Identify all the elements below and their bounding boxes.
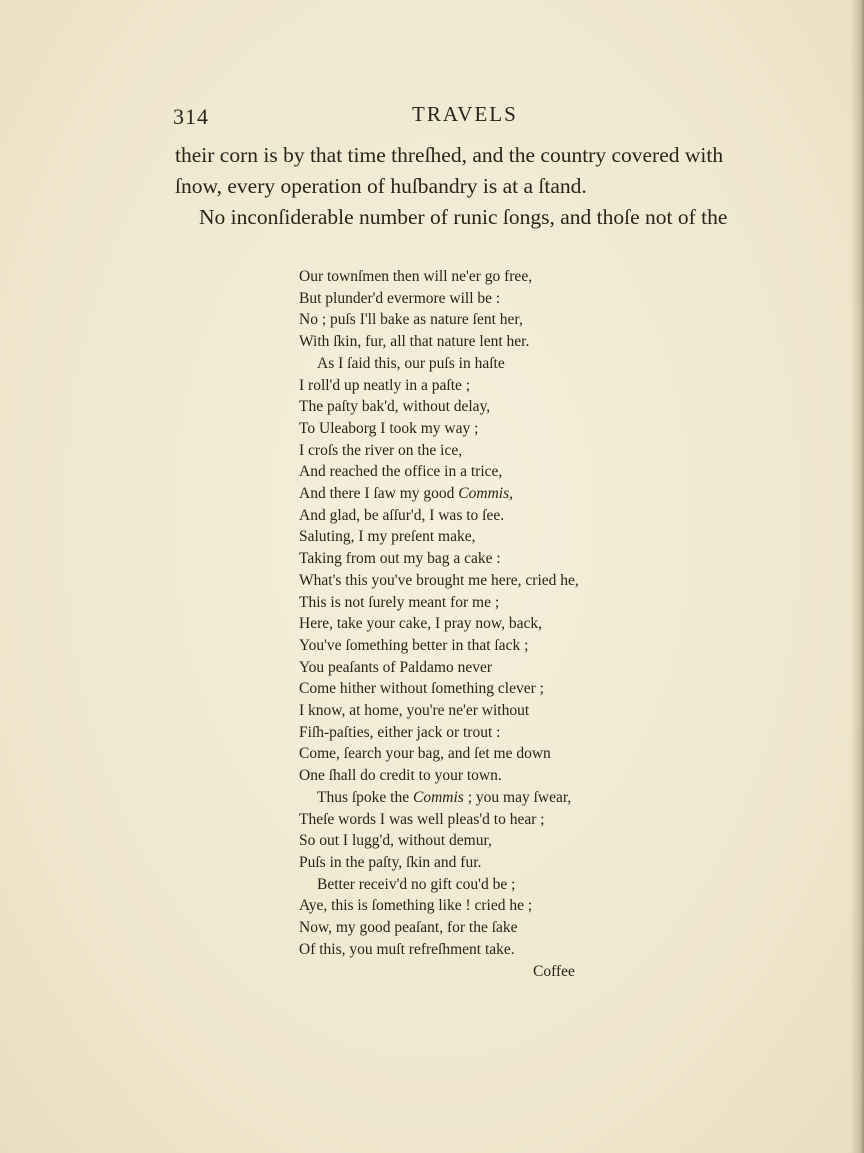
poem-italic-word: Commis, [458, 485, 513, 503]
poem [299, 266, 619, 982]
poem-line: I roll'd up neatly in a paſte ; [299, 376, 471, 394]
poem-line: Saluting, I my preſent make, [299, 528, 476, 546]
poem-line: Now, my good peaſant, for the ſake [299, 919, 518, 937]
poem-line: So out I lugg'd, without demur, [299, 832, 492, 850]
poem-line: You peaſants of Paldamo never [299, 658, 493, 676]
prose-line: ſnow, every operation of huſbandry is at a ſtand. [175, 174, 587, 198]
poem-line: Puſs in the paſty, ſkin and fur. [299, 853, 482, 871]
poem-line: Taking from out my bag a cake : [299, 550, 501, 568]
poem-line: And reached the office in a trice, [299, 463, 503, 481]
poem-line [299, 483, 619, 505]
poem-line-text: ; you may ſwear, [463, 788, 572, 806]
poem-line: Here, take your cake, I pray now, back, [299, 615, 543, 633]
running-head: TRAVELS [412, 102, 518, 126]
poem-line: I croſs the river on the ice, [299, 441, 463, 459]
page-number: 314 [173, 104, 209, 129]
poem-line: This is not ſurely meant for me ; [299, 593, 500, 611]
poem-line: Come hither without ſomething clever ; [299, 680, 544, 698]
poem-line: Fiſh-paſties, either jack or trout : [299, 723, 501, 741]
poem-line: And glad, be aſſur'd, I was to ſee. [299, 506, 505, 524]
poem-line: But plunder'd evermore will be : [299, 289, 501, 307]
poem-line: Better receiv'd no gift cou'd be ; [317, 875, 516, 893]
catchword: Coffee [533, 962, 575, 980]
poem-line: What's this you've brought me here, cried he, [299, 571, 579, 589]
poem-line: Theſe words I was well pleas'd to hear ; [299, 810, 545, 828]
poem-line: Of this, you muſt refreſhment take. [299, 940, 515, 958]
poem-line: Aye, this is ſomething like ! cried he ; [299, 897, 533, 915]
poem-line: No ; puſs I'll bake as nature ſent her, [299, 311, 523, 329]
prose-line: their corn is by that time threſhed, and the country covered with [175, 143, 724, 167]
poem-line [299, 787, 619, 809]
poem-line: One ſhall do credit to your town. [299, 767, 502, 785]
poem-italic-word: Commis [413, 788, 464, 806]
poem-line: The paſty bak'd, without delay, [299, 398, 491, 416]
poem-line-text: Thus ſpoke the [317, 788, 413, 806]
prose-line: No inconſiderable number of runic ſongs, and thoſe not of the [199, 205, 728, 229]
poem-line: I know, at home, you're ne'er without [299, 702, 530, 720]
poem-line: As I ſaid this, our puſs in haſte [317, 354, 505, 372]
poem-line: Our townſmen then will ne'er go free, [299, 268, 533, 285]
poem-line-text: And there I ſaw my good [299, 485, 459, 503]
poem-line: To Uleaborg I took my way ; [299, 419, 479, 437]
poem-line: Come, ſearch your bag, and ſet me down [299, 745, 551, 763]
prose-paragraph [175, 140, 775, 233]
poem-line: With ſkin, fur, all that nature lent her. [299, 333, 530, 351]
page-edge-shadow [850, 0, 864, 1153]
poem-line: You've ſomething better in that ſack ; [299, 636, 529, 654]
